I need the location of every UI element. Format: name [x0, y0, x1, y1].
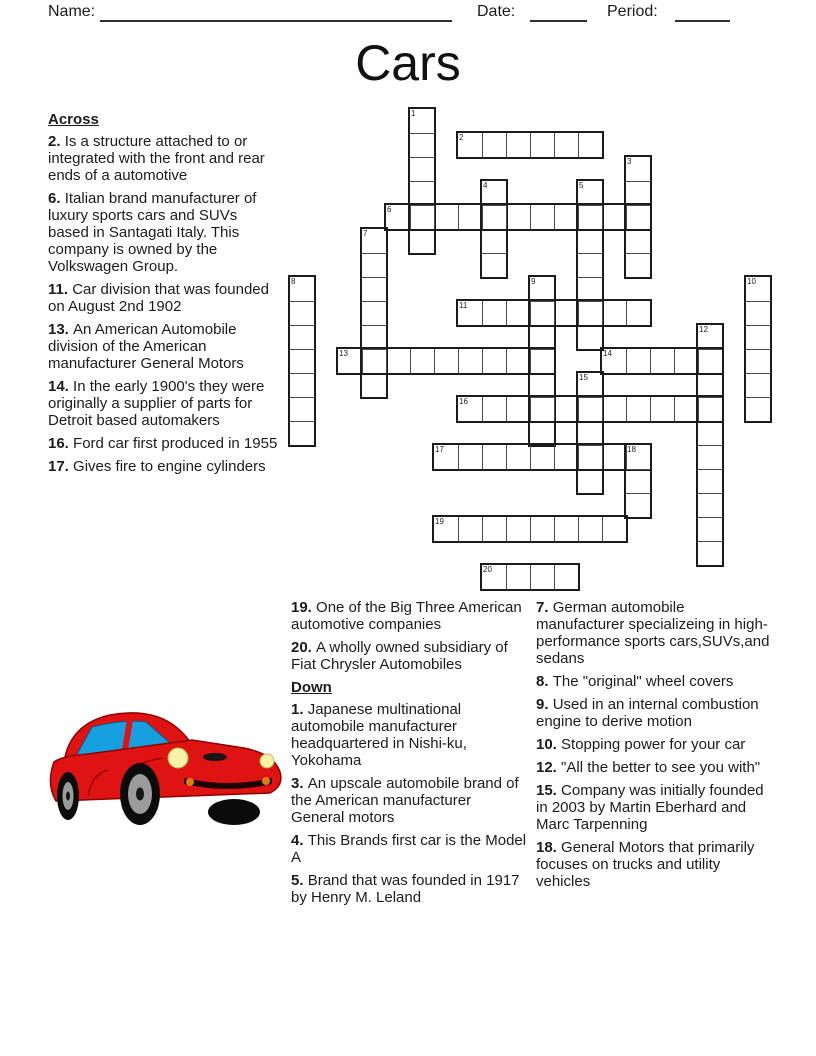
grid-number-label: 15: [579, 373, 588, 382]
clue-number: 5.: [291, 872, 308, 889]
clue-text: This Brands first car is the Model A: [291, 832, 527, 866]
grid-number-label: 16: [459, 397, 468, 406]
grid-cell[interactable]: [578, 421, 602, 445]
grid-cell[interactable]: [698, 325, 722, 349]
clue-number: 19.: [291, 599, 317, 616]
grid-cell[interactable]: [554, 445, 578, 469]
grid-number-label: 9: [531, 277, 536, 286]
grid-number-label: 7: [363, 229, 368, 238]
clue-down-3: [291, 775, 527, 826]
grid-cell[interactable]: [458, 349, 482, 373]
grid-cell[interactable]: [362, 349, 386, 373]
grid-cell[interactable]: [410, 229, 434, 253]
period-blank-line[interactable]: [675, 3, 730, 22]
word-2-across: [456, 131, 604, 159]
clue-text: Is a structure attached to or integrated with the front and rear ends of a automotive: [48, 133, 265, 184]
clue-text: In the early 1900's they were originally a supplier of parts for Detroit based automakers: [48, 378, 265, 429]
grid-cell[interactable]: [530, 277, 554, 301]
clue-text: German automobile manufacturer specializeing in high-performance sports cars,SUVs,and sedans: [536, 599, 770, 667]
clue-number: 2.: [48, 133, 65, 150]
word-16-across: [456, 395, 724, 423]
grid-cell[interactable]: [362, 301, 386, 325]
grid-number-label: 10: [747, 277, 756, 286]
grid-number-label: 5: [579, 181, 584, 190]
clue-text: Japanese multinational automobile manufacturer headquartered in Nishi-ku, Yokohama: [291, 701, 467, 769]
clue-text: Car division that was founded on August 2nd 1902: [48, 281, 269, 315]
grid-cell[interactable]: [482, 517, 506, 541]
grid-cell[interactable]: [650, 397, 674, 421]
grid-cell[interactable]: [410, 205, 434, 229]
grid-cell[interactable]: [410, 109, 434, 133]
grid-cell[interactable]: [362, 325, 386, 349]
grid-cell[interactable]: [698, 517, 722, 541]
grid-cell[interactable]: [506, 301, 530, 325]
grid-cell[interactable]: [482, 229, 506, 253]
grid-cell[interactable]: [482, 133, 506, 157]
grid-cell[interactable]: [602, 301, 626, 325]
clue-number: 7.: [536, 599, 553, 616]
grid-cell[interactable]: [410, 349, 434, 373]
down-heading: Down: [291, 679, 332, 696]
clue-across-2: [48, 133, 280, 184]
clue-down-7: [536, 599, 770, 667]
clue-down-4: [291, 832, 527, 866]
word-13-across: [336, 347, 556, 375]
grid-cell[interactable]: [386, 205, 410, 229]
clue-down-18: [536, 839, 770, 890]
grid-number-label: 6: [387, 205, 392, 214]
grid-cell[interactable]: [290, 421, 314, 445]
clue-text: Italian brand manufacturer of luxury sports cars and SUVs based in Santagati Italy. This company is owned by the Volkswagen Group.: [48, 190, 257, 275]
grid-cell[interactable]: [434, 445, 458, 469]
word-10-down: [744, 275, 772, 423]
clue-number: 18.: [536, 839, 562, 856]
grid-cell[interactable]: [578, 445, 602, 469]
grid-cell[interactable]: [506, 133, 530, 157]
clue-down-9: [536, 696, 770, 730]
name-blank-line[interactable]: [100, 3, 452, 22]
grid-number-label: 12: [699, 325, 708, 334]
car-rear-hub: [66, 792, 70, 801]
word-11-across: [456, 299, 652, 327]
grid-number-label: 8: [291, 277, 296, 286]
across-clues-list: [48, 133, 280, 475]
word-15-down: [576, 371, 604, 495]
grid-number-label: 11: [459, 301, 468, 310]
grid-cell[interactable]: [578, 277, 602, 301]
grid-number-label: 20: [483, 565, 492, 574]
grid-cell[interactable]: [698, 421, 722, 445]
clue-number: 10.: [536, 736, 562, 753]
word-19-across: [432, 515, 628, 543]
name-label: Name:: [48, 3, 96, 20]
grid-cell[interactable]: [626, 469, 650, 493]
date-blank-line[interactable]: [530, 3, 587, 22]
word-14-across: [600, 347, 724, 375]
grid-cell[interactable]: [290, 349, 314, 373]
grid-cell[interactable]: [530, 301, 554, 325]
clue-number: 11.: [48, 281, 73, 298]
grid-cell[interactable]: [578, 517, 602, 541]
grid-number-label: 18: [627, 445, 636, 454]
grid-cell[interactable]: [530, 349, 554, 373]
grid-cell[interactable]: [482, 301, 506, 325]
grid-cell[interactable]: [482, 181, 506, 205]
grid-cell[interactable]: [746, 397, 770, 421]
clue-down-5: [291, 872, 527, 906]
grid-cell[interactable]: [578, 133, 602, 157]
down-clues-list-continued: [536, 599, 770, 890]
clue-number: 4.: [291, 832, 308, 849]
word-17-across: [432, 443, 652, 471]
clue-text: An American Automobile division of the American manufacturer General Motors: [48, 321, 244, 372]
grid-cell[interactable]: [626, 205, 650, 229]
grid-cell[interactable]: [698, 469, 722, 493]
grid-cell[interactable]: [698, 445, 722, 469]
grid-cell[interactable]: [338, 349, 362, 373]
clue-down-12: [536, 759, 770, 776]
grid-cell[interactable]: [530, 421, 554, 445]
grid-cell[interactable]: [290, 397, 314, 421]
grid-cell[interactable]: [578, 325, 602, 349]
period-label: Period:: [607, 3, 658, 20]
grid-cell[interactable]: [530, 373, 554, 397]
middle-clues-column: [291, 599, 527, 912]
grid-cell[interactable]: [458, 205, 482, 229]
grid-number-label: 1: [411, 109, 416, 118]
grid-cell[interactable]: [434, 349, 458, 373]
grid-cell[interactable]: [410, 133, 434, 157]
grid-cell[interactable]: [602, 205, 626, 229]
clue-text: Gives fire to engine cylinders: [73, 458, 266, 475]
grid-cell[interactable]: [554, 205, 578, 229]
clue-across-14: [48, 378, 280, 429]
clue-text: The "original" wheel covers: [552, 673, 734, 690]
grid-cell[interactable]: [530, 325, 554, 349]
clue-across-19: [291, 599, 527, 633]
clue-number: 17.: [48, 458, 74, 475]
grid-cell[interactable]: [626, 181, 650, 205]
clue-across-13: [48, 321, 280, 372]
clue-number: 1.: [291, 701, 308, 718]
grid-cell[interactable]: [698, 373, 722, 397]
car-fog-light-right: [262, 777, 270, 785]
clue-number: 14.: [48, 378, 74, 395]
grid-cell[interactable]: [434, 517, 458, 541]
grid-cell[interactable]: [578, 301, 602, 325]
grid-cell[interactable]: [602, 445, 626, 469]
grid-cell[interactable]: [626, 253, 650, 277]
grid-cell[interactable]: [578, 397, 602, 421]
grid-cell[interactable]: [626, 229, 650, 253]
grid-cell[interactable]: [506, 565, 530, 589]
clue-number: 9.: [536, 696, 553, 713]
car-far-front-wheel: [208, 799, 260, 825]
grid-cell[interactable]: [554, 301, 578, 325]
grid-cell[interactable]: [698, 493, 722, 517]
grid-number-label: 19: [435, 517, 444, 526]
grid-cell[interactable]: [530, 397, 554, 421]
clue-number: 3.: [291, 775, 308, 792]
down-clues-list: [291, 701, 527, 906]
grid-cell[interactable]: [458, 517, 482, 541]
grid-cell[interactable]: [290, 373, 314, 397]
car-fog-light-left: [186, 778, 194, 786]
grid-cell[interactable]: [506, 349, 530, 373]
grid-cell[interactable]: [578, 373, 602, 397]
grid-cell[interactable]: [290, 301, 314, 325]
grid-cell[interactable]: [698, 541, 722, 565]
clue-across-20: [291, 639, 527, 673]
grid-cell[interactable]: [578, 469, 602, 493]
grid-cell[interactable]: [482, 445, 506, 469]
grid-cell[interactable]: [386, 349, 410, 373]
grid-cell[interactable]: [578, 253, 602, 277]
grid-cell[interactable]: [626, 301, 650, 325]
grid-cell[interactable]: [506, 397, 530, 421]
grid-cell[interactable]: [554, 397, 578, 421]
grid-cell[interactable]: [578, 181, 602, 205]
grid-cell[interactable]: [482, 397, 506, 421]
grid-cell[interactable]: [410, 181, 434, 205]
clue-across-6: [48, 190, 280, 275]
grid-cell[interactable]: [482, 205, 506, 229]
clue-text: Company was initially founded in 2003 by Martin Eberhard and Marc Tarpenning: [536, 782, 764, 833]
word-1-down: [408, 107, 436, 255]
clue-number: 13.: [48, 321, 74, 338]
grid-cell[interactable]: [506, 445, 530, 469]
word-8-down: [288, 275, 316, 447]
grid-cell[interactable]: [674, 397, 698, 421]
grid-cell[interactable]: [626, 349, 650, 373]
clue-text: General Motors that primarily focuses on trucks and utility vehicles: [536, 839, 755, 890]
clue-number: 12.: [536, 759, 562, 776]
grid-cell[interactable]: [746, 277, 770, 301]
date-label: Date:: [477, 3, 516, 20]
clue-down-15: [536, 782, 770, 833]
grid-number-label: 13: [339, 349, 348, 358]
grid-cell[interactable]: [530, 205, 554, 229]
grid-cell[interactable]: [290, 325, 314, 349]
grid-number-label: 14: [603, 349, 612, 358]
grid-cell[interactable]: [698, 349, 722, 373]
clue-across-16: [48, 435, 280, 452]
grid-cell[interactable]: [458, 301, 482, 325]
grid-cell[interactable]: [602, 349, 626, 373]
word-18-down: [624, 443, 652, 519]
grid-cell[interactable]: [530, 133, 554, 157]
car-headlight-right: [260, 754, 274, 768]
across-clues-column: [48, 111, 280, 481]
grid-cell[interactable]: [362, 229, 386, 253]
clue-number: 16.: [48, 435, 74, 452]
grid-cell[interactable]: [410, 157, 434, 181]
car-clipart-image: [44, 700, 284, 845]
grid-cell[interactable]: [458, 445, 482, 469]
grid-cell[interactable]: [746, 373, 770, 397]
grid-cell[interactable]: [578, 229, 602, 253]
grid-cell[interactable]: [362, 277, 386, 301]
grid-cell[interactable]: [554, 517, 578, 541]
grid-cell[interactable]: [674, 349, 698, 373]
grid-cell[interactable]: [698, 397, 722, 421]
grid-cell[interactable]: [290, 277, 314, 301]
car-headlight-left: [168, 748, 188, 768]
across-heading: Across: [48, 111, 99, 128]
grid-cell[interactable]: [530, 565, 554, 589]
grid-cell[interactable]: [458, 133, 482, 157]
grid-number-label: 3: [627, 157, 632, 166]
grid-cell[interactable]: [578, 205, 602, 229]
grid-cell[interactable]: [602, 397, 626, 421]
clue-down-10: [536, 736, 770, 753]
grid-cell[interactable]: [626, 493, 650, 517]
grid-cell[interactable]: [602, 517, 626, 541]
grid-cell[interactable]: [746, 349, 770, 373]
crossword-grid[interactable]: [290, 109, 770, 589]
clue-text: Stopping power for your car: [561, 736, 746, 753]
grid-cell[interactable]: [482, 565, 506, 589]
grid-cell[interactable]: [482, 253, 506, 277]
grid-cell[interactable]: [650, 349, 674, 373]
grid-number-label: 2: [459, 133, 464, 142]
word-6-across: [384, 203, 652, 231]
grid-cell[interactable]: [530, 517, 554, 541]
grid-cell[interactable]: [554, 565, 578, 589]
grid-cell[interactable]: [506, 205, 530, 229]
clue-number: 15.: [536, 782, 562, 799]
clue-text: A wholly owned subsidiary of Fiat Chrysler Automobiles: [291, 639, 508, 673]
across-clues-list-continued: [291, 599, 527, 673]
clue-down-8: [536, 673, 770, 690]
grid-cell[interactable]: [626, 397, 650, 421]
grid-cell[interactable]: [362, 373, 386, 397]
clue-text: Brand that was founded in 1917 by Henry M. Leland: [291, 872, 520, 906]
grid-cell[interactable]: [626, 445, 650, 469]
grid-number-label: 4: [483, 181, 488, 190]
grid-cell[interactable]: [746, 325, 770, 349]
clue-across-11: [48, 281, 280, 315]
grid-number-label: 17: [435, 445, 444, 454]
clue-down-1: [291, 701, 527, 769]
grid-cell[interactable]: [626, 157, 650, 181]
worksheet-title: Cars: [355, 35, 461, 91]
grid-cell[interactable]: [506, 517, 530, 541]
grid-cell[interactable]: [458, 397, 482, 421]
clue-number: 6.: [48, 190, 65, 207]
clue-number: 8.: [536, 673, 553, 690]
clue-text: "All the better to see you with": [561, 759, 761, 776]
car-hood-vent: [203, 753, 227, 761]
grid-cell[interactable]: [482, 349, 506, 373]
grid-cell[interactable]: [434, 205, 458, 229]
clue-number: 20.: [291, 639, 317, 656]
clue-text: Ford car first produced in 1955: [73, 435, 278, 452]
right-clues-column: [536, 599, 770, 896]
clue-text: Used in an internal combustion engine to derive motion: [536, 696, 759, 730]
clue-text: One of the Big Three American automotive companies: [291, 599, 522, 633]
grid-cell[interactable]: [362, 253, 386, 277]
grid-cell[interactable]: [530, 445, 554, 469]
word-20-across: [480, 563, 580, 591]
grid-cell[interactable]: [554, 133, 578, 157]
clue-across-17: [48, 458, 280, 475]
car-front-hub: [136, 788, 144, 801]
clue-text: An upscale automobile brand of the American manufacturer General motors: [291, 775, 519, 826]
grid-cell[interactable]: [746, 301, 770, 325]
